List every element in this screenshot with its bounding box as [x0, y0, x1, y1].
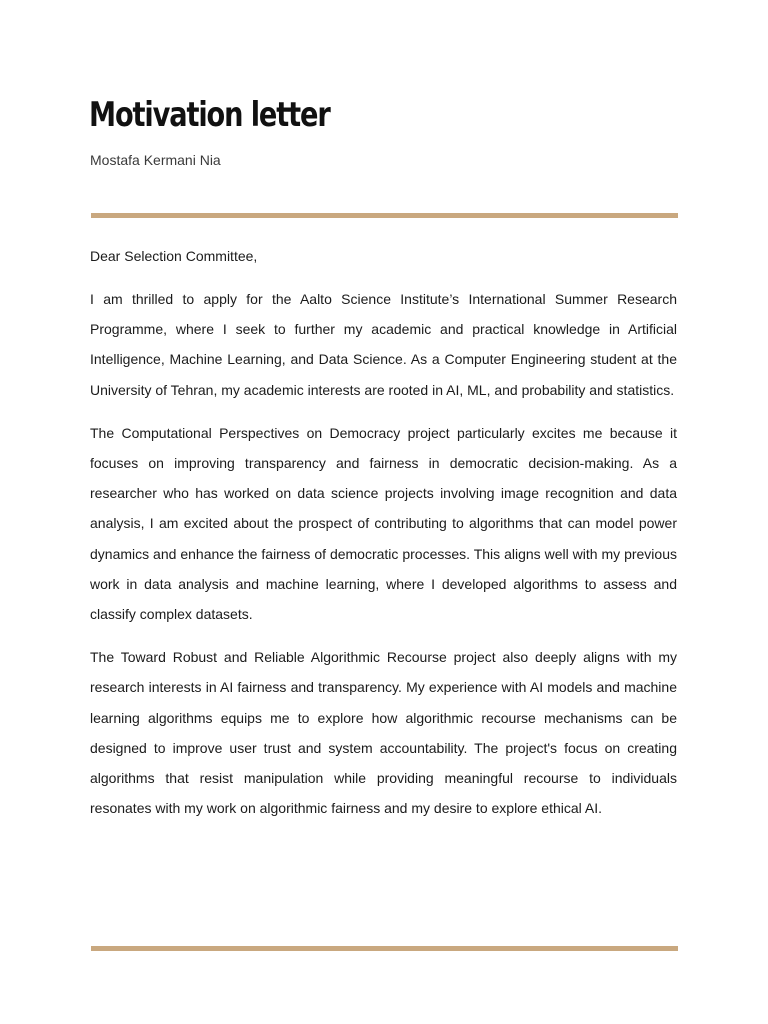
author-name: Mostafa Kermani Nia: [90, 152, 221, 168]
document-title: Motivation letter: [89, 95, 330, 135]
paragraph-1: I am thrilled to apply for the Aalto Science Institute’s International Summer Research Programme, where I seek to further my academic and practical knowledge in Artificial Intelligence, Machine Learning, and Data Science. As a Computer Engineering student at the University of Tehran, my academic interests are rooted in AI, ML, and probability and statistics.: [90, 291, 677, 398]
paragraph-3: The Toward Robust and Reliable Algorithmic Recourse project also deeply aligns with my research interests in AI fairness and transparency. My experience with AI models and machine learning algorithms equips me to explore how algorithmic recourse mechanisms can be designed to improve user trust and system accountability. The project's focus on creating algorithms that resist manipulation while providing meaningful recourse to individuals resonates with my work on algorithmic fairness and my desire to explore ethical AI.: [90, 649, 677, 817]
bottom-divider: [91, 946, 678, 951]
letter-body: [90, 241, 677, 836]
paragraph-2: The Computational Perspectives on Democracy project particularly excites me because it focuses on improving transparency and fairness in democratic decision-making. As a researcher who has worked on data science projects involving image recognition and data analysis, I am excited about the prospect of contributing to algorithms that can model power dynamics and enhance the fairness of democratic processes. This aligns well with my previous work in data analysis and machine learning, where I developed algorithms to assess and classify complex datasets.: [90, 424, 677, 623]
top-divider: [91, 213, 678, 218]
salutation: Dear Selection Committee,: [90, 248, 258, 264]
